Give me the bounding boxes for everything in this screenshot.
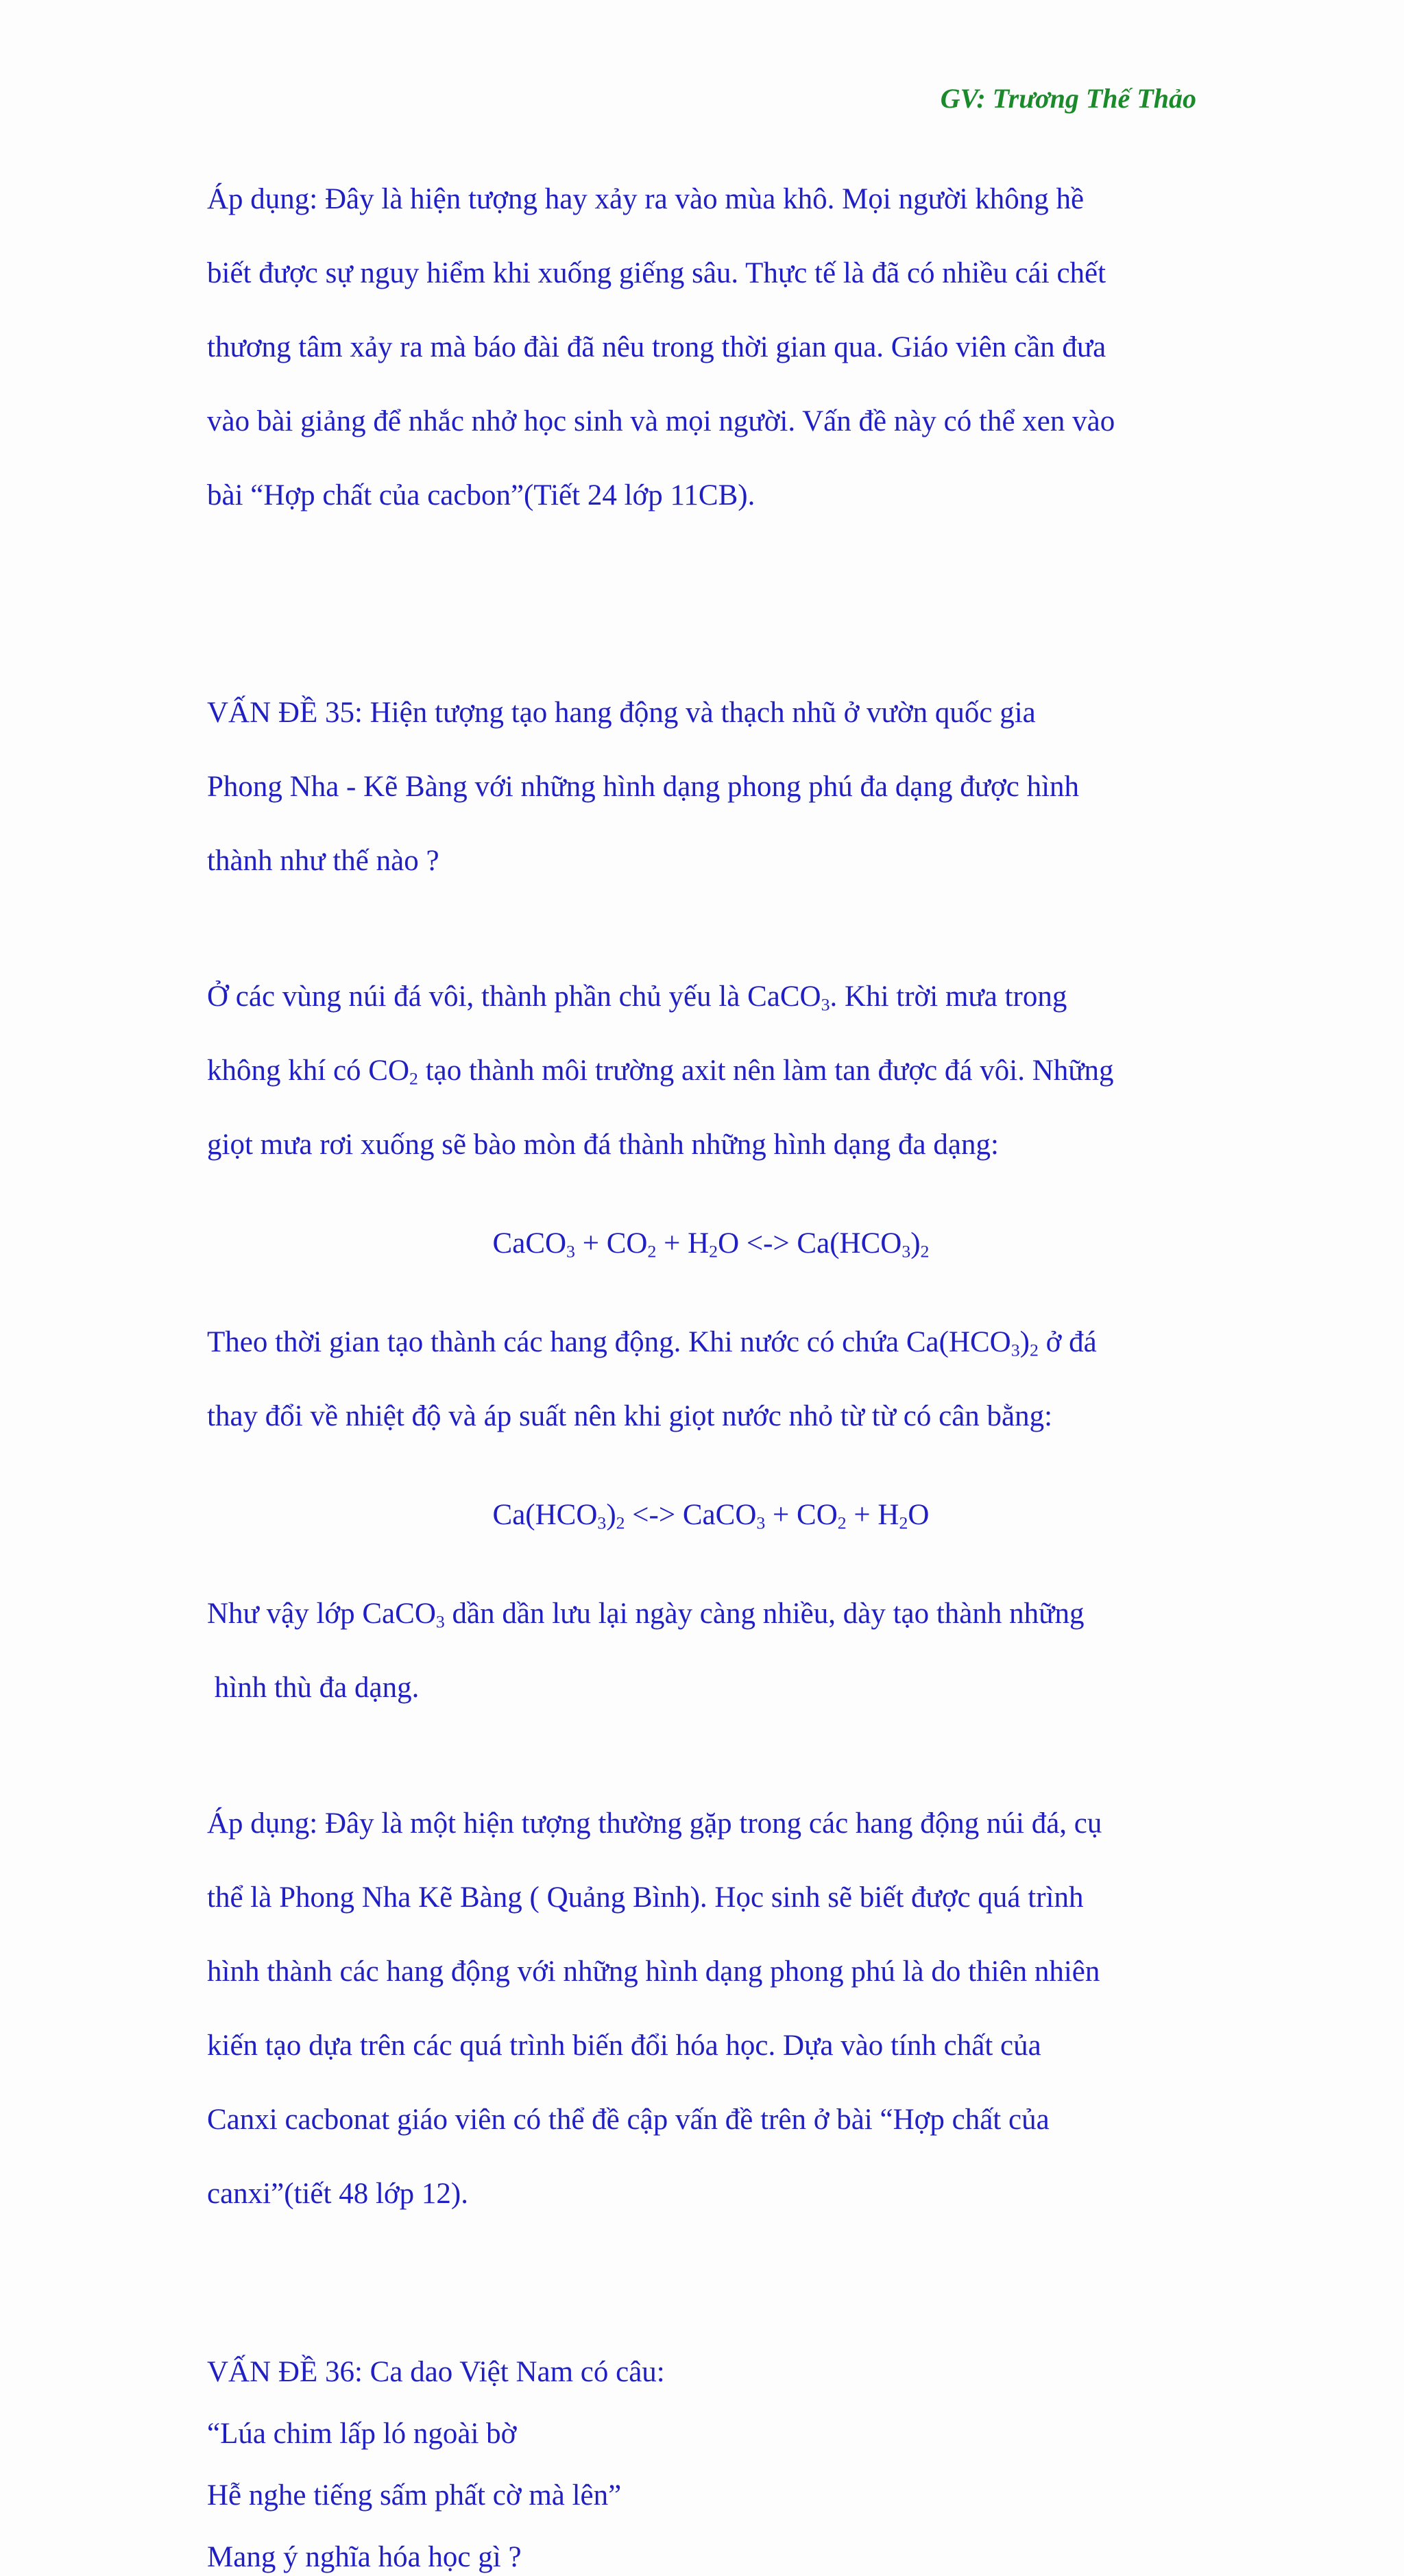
sec35-title-line: VẤN ĐỀ 35: Hiện tượng tạo hang động và thạch nhũ ở vườn quốc gia xyxy=(207,697,1036,729)
sec35-p2-line-1 xyxy=(207,1324,1215,1361)
text-run: <-> CaCO xyxy=(625,1499,757,1531)
text-run: dần dần lưu lại ngày càng nhiều, dày tạo thành những xyxy=(444,1598,1085,1630)
text-run: tạo thành môi trường axit nên làm tan được đá vôi. Những xyxy=(417,1055,1114,1087)
subscript: 3 xyxy=(821,994,830,1015)
sec35-paragraph-1 xyxy=(207,941,1215,1201)
equation-dissolution xyxy=(207,1225,1215,1262)
text-run: + CO xyxy=(765,1499,838,1531)
text-run: ở đá xyxy=(1038,1326,1097,1358)
sec35-p3-line-1 xyxy=(207,1596,1215,1633)
sec34-apply-paragraph xyxy=(207,144,1215,551)
subscript: 3 xyxy=(1010,1340,1020,1360)
text-run: Theo thời gian tạo thành các hang động. Khi nước có chứa Ca(HCO xyxy=(207,1326,1011,1358)
subscript: 3 xyxy=(597,1513,607,1533)
sec36-verse-1: “Lúa chim lấp ló ngoài bờ xyxy=(207,2418,517,2450)
subscript: 2 xyxy=(709,1241,718,1262)
text-run: CaCO xyxy=(492,1227,567,1260)
sec35-apply-line: Áp dụng: Đây là một hiện tượng thường gặp trong các hang động núi đá, cụ xyxy=(207,1807,1102,1840)
sec35-apply-line: Canxi cacbonat giáo viên có thể đề cập vấn đề trên ở bài “Hợp chất của xyxy=(207,2104,1050,2136)
subscript: 2 xyxy=(647,1241,657,1262)
sec35-p1-line-2 xyxy=(207,1052,1215,1090)
subscript: 2 xyxy=(409,1068,418,1089)
author-header: GV: Trương Thế Thảo xyxy=(940,83,1196,114)
sec35-p1-line-3: giọt mưa rơi xuống sẽ bào mòn đá thành những hình dạng đa dạng: xyxy=(207,1129,999,1161)
sec35-p1-line-1 xyxy=(207,978,1215,1015)
sec34-apply-line: thương tâm xảy ra mà báo đài đã nêu trong thời gian qua. Giáo viên cần đưa xyxy=(207,331,1106,363)
sec34-apply-line: biết được sự nguy hiểm khi xuống giếng sâu. Thực tế là đã có nhiều cái chết xyxy=(207,257,1106,289)
sec35-apply-line: hình thành các hang động với những hình dạng phong phú là do thiên nhiên xyxy=(207,1955,1100,1988)
document-body xyxy=(207,144,1215,2576)
text-run: ) xyxy=(1019,1326,1030,1358)
sec35-p2-line-2: thay đổi về nhiệt độ và áp suất nên khi giọt nước nhỏ từ từ có cân bằng: xyxy=(207,1400,1053,1432)
text-run: ) xyxy=(910,1227,921,1260)
subscript: 3 xyxy=(901,1241,911,1262)
text-run: O xyxy=(908,1499,930,1531)
subscript: 3 xyxy=(435,1611,445,1632)
sec35-title xyxy=(207,658,1215,917)
sec35-p3-line-2: hình thù đa dạng. xyxy=(207,1672,420,1704)
equation-precipitation xyxy=(207,1497,1215,1534)
subscript: 2 xyxy=(1029,1340,1039,1360)
text-run: O <-> Ca(HCO xyxy=(718,1227,902,1260)
sec35-apply-line: canxi”(tiết 48 lớp 12). xyxy=(207,2178,468,2210)
sec35-paragraph-3 xyxy=(207,1558,1215,1744)
subscript: 2 xyxy=(899,1513,908,1533)
sec35-title-line: Phong Nha - Kẽ Bàng với những hình dạng phong phú đa dạng được hình xyxy=(207,771,1080,803)
text-run: . Khi trời mưa trong xyxy=(830,980,1067,1013)
text-run: Ca(HCO xyxy=(492,1499,598,1531)
subscript: 3 xyxy=(756,1513,766,1533)
sec34-apply-line: vào bài giảng để nhắc nhở học sinh và mọi người. Vấn đề này có thể xen vào xyxy=(207,405,1115,437)
sec35-paragraph-2 xyxy=(207,1287,1215,1472)
subscript: 2 xyxy=(837,1513,847,1533)
text-run: + CO xyxy=(574,1227,648,1260)
sec36-title: VẤN ĐỀ 36: Ca dao Việt Nam có câu: xyxy=(207,2356,665,2388)
sec36-verse-2: Hễ nghe tiếng sấm phất cờ mà lên” xyxy=(207,2479,622,2512)
subscript: 2 xyxy=(616,1513,625,1533)
subscript: 2 xyxy=(920,1241,930,1262)
text-run: ) xyxy=(606,1499,616,1531)
text-run: + H xyxy=(846,1499,899,1531)
sec35-title-line: thành như thế nào ? xyxy=(207,845,439,877)
sec34-apply-line: Áp dụng: Đây là hiện tượng hay xảy ra vào mùa khô. Mọi người không hề xyxy=(207,183,1085,215)
sec35-apply-line: kiến tạo dựa trên các quá trình biến đổi hóa học. Dựa vào tính chất của xyxy=(207,2030,1041,2062)
text-run: Như vậy lớp CaCO xyxy=(207,1598,436,1630)
text-run: + H xyxy=(656,1227,710,1260)
sec35-apply-line: thể là Phong Nha Kẽ Bàng ( Quảng Bình). Học sinh sẽ biết được quá trình xyxy=(207,1881,1084,1914)
subscript: 3 xyxy=(566,1241,575,1262)
sec34-apply-line: bài “Hợp chất của cacbon”(Tiết 24 lớp 11CB). xyxy=(207,479,755,511)
text-run: không khí có CO xyxy=(207,1055,410,1087)
sec36-question: Mang ý nghĩa hóa học gì ? xyxy=(207,2541,522,2573)
text-run: Ở các vùng núi đá vôi, thành phần chủ yếu là CaCO xyxy=(207,980,821,1013)
sec35-apply-paragraph xyxy=(207,1768,1215,2250)
